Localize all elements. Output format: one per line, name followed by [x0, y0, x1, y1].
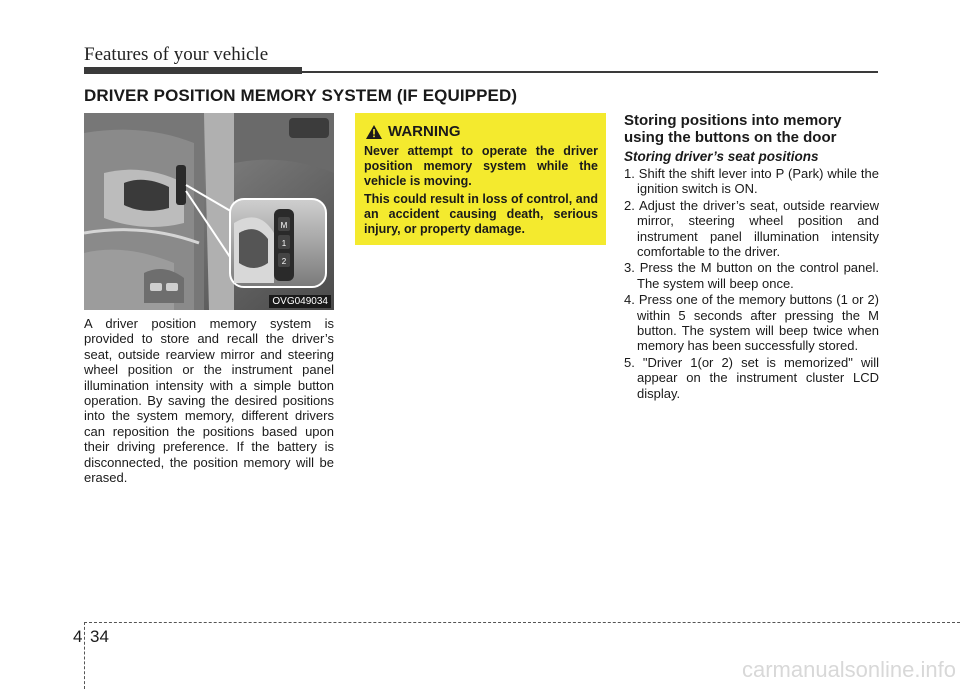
warning-paragraph: This could result in loss of control, and an accident causing death, serious injury, or property damage.: [364, 192, 598, 236]
step-item: 4. Press one of the memory buttons (1 or 2) within 5 seconds after pressing the M button. The system will beep twice when memory has been successfully stored.: [624, 292, 879, 354]
warning-box: [355, 113, 606, 245]
door-panel-illustration: [84, 113, 334, 310]
warning-triangle-icon: [366, 125, 382, 139]
figure-code: OVG049034: [269, 295, 331, 308]
storing-heading: Storing positions into memory using the buttons on the door: [624, 112, 842, 146]
chapter-number: 4: [73, 627, 83, 646]
page-header-title: Features of your vehicle: [84, 44, 269, 65]
warning-paragraph: Never attempt to operate the driver position memory system while the vehicle is moving.: [364, 144, 598, 188]
door-panel-photo: [84, 113, 334, 310]
watermark: carmanualsonline.info: [741, 657, 956, 682]
section-title: DRIVER POSITION MEMORY SYSTEM (IF EQUIPPED): [84, 86, 518, 105]
footer-divider: [84, 622, 85, 689]
warning-header: [366, 123, 598, 140]
memory-button-2-label: 2: [281, 257, 287, 266]
warning-title: WARNING: [388, 123, 461, 140]
memory-button-1-label: 1: [281, 239, 287, 248]
storing-steps-list: [624, 166, 879, 402]
header-rule: [84, 71, 878, 73]
step-item: 3. Press the M button on the control panel. The system will beep once.: [624, 260, 879, 291]
page-number: 34: [90, 627, 109, 646]
footer-rule: [84, 622, 960, 623]
memory-button-m-label: M: [280, 221, 288, 230]
step-item: 5. "Driver 1(or 2) set is memorized" will appear on the instrument cluster LCD display.: [624, 354, 879, 401]
storing-subheading: Storing driver’s seat positions: [624, 149, 819, 164]
step-item: 1. Shift the shift lever into P (Park) while the ignition switch is ON.: [624, 166, 879, 197]
intro-paragraph: A driver position memory system is provided to store and recall the driver’s seat, outside rearview mirror and steering wheel position or the instrument panel illumination intensity with a simple button operation. By saving the desired positions into the system memory, different drivers can reposition the positions based upon their driving preference. If the battery is disconnected, the position memory will be erased.: [84, 316, 334, 486]
step-item: 2. Adjust the driver’s seat, outside rearview mirror, steering wheel position and instrument panel illumination intensity comfortable to the driver.: [624, 197, 879, 260]
